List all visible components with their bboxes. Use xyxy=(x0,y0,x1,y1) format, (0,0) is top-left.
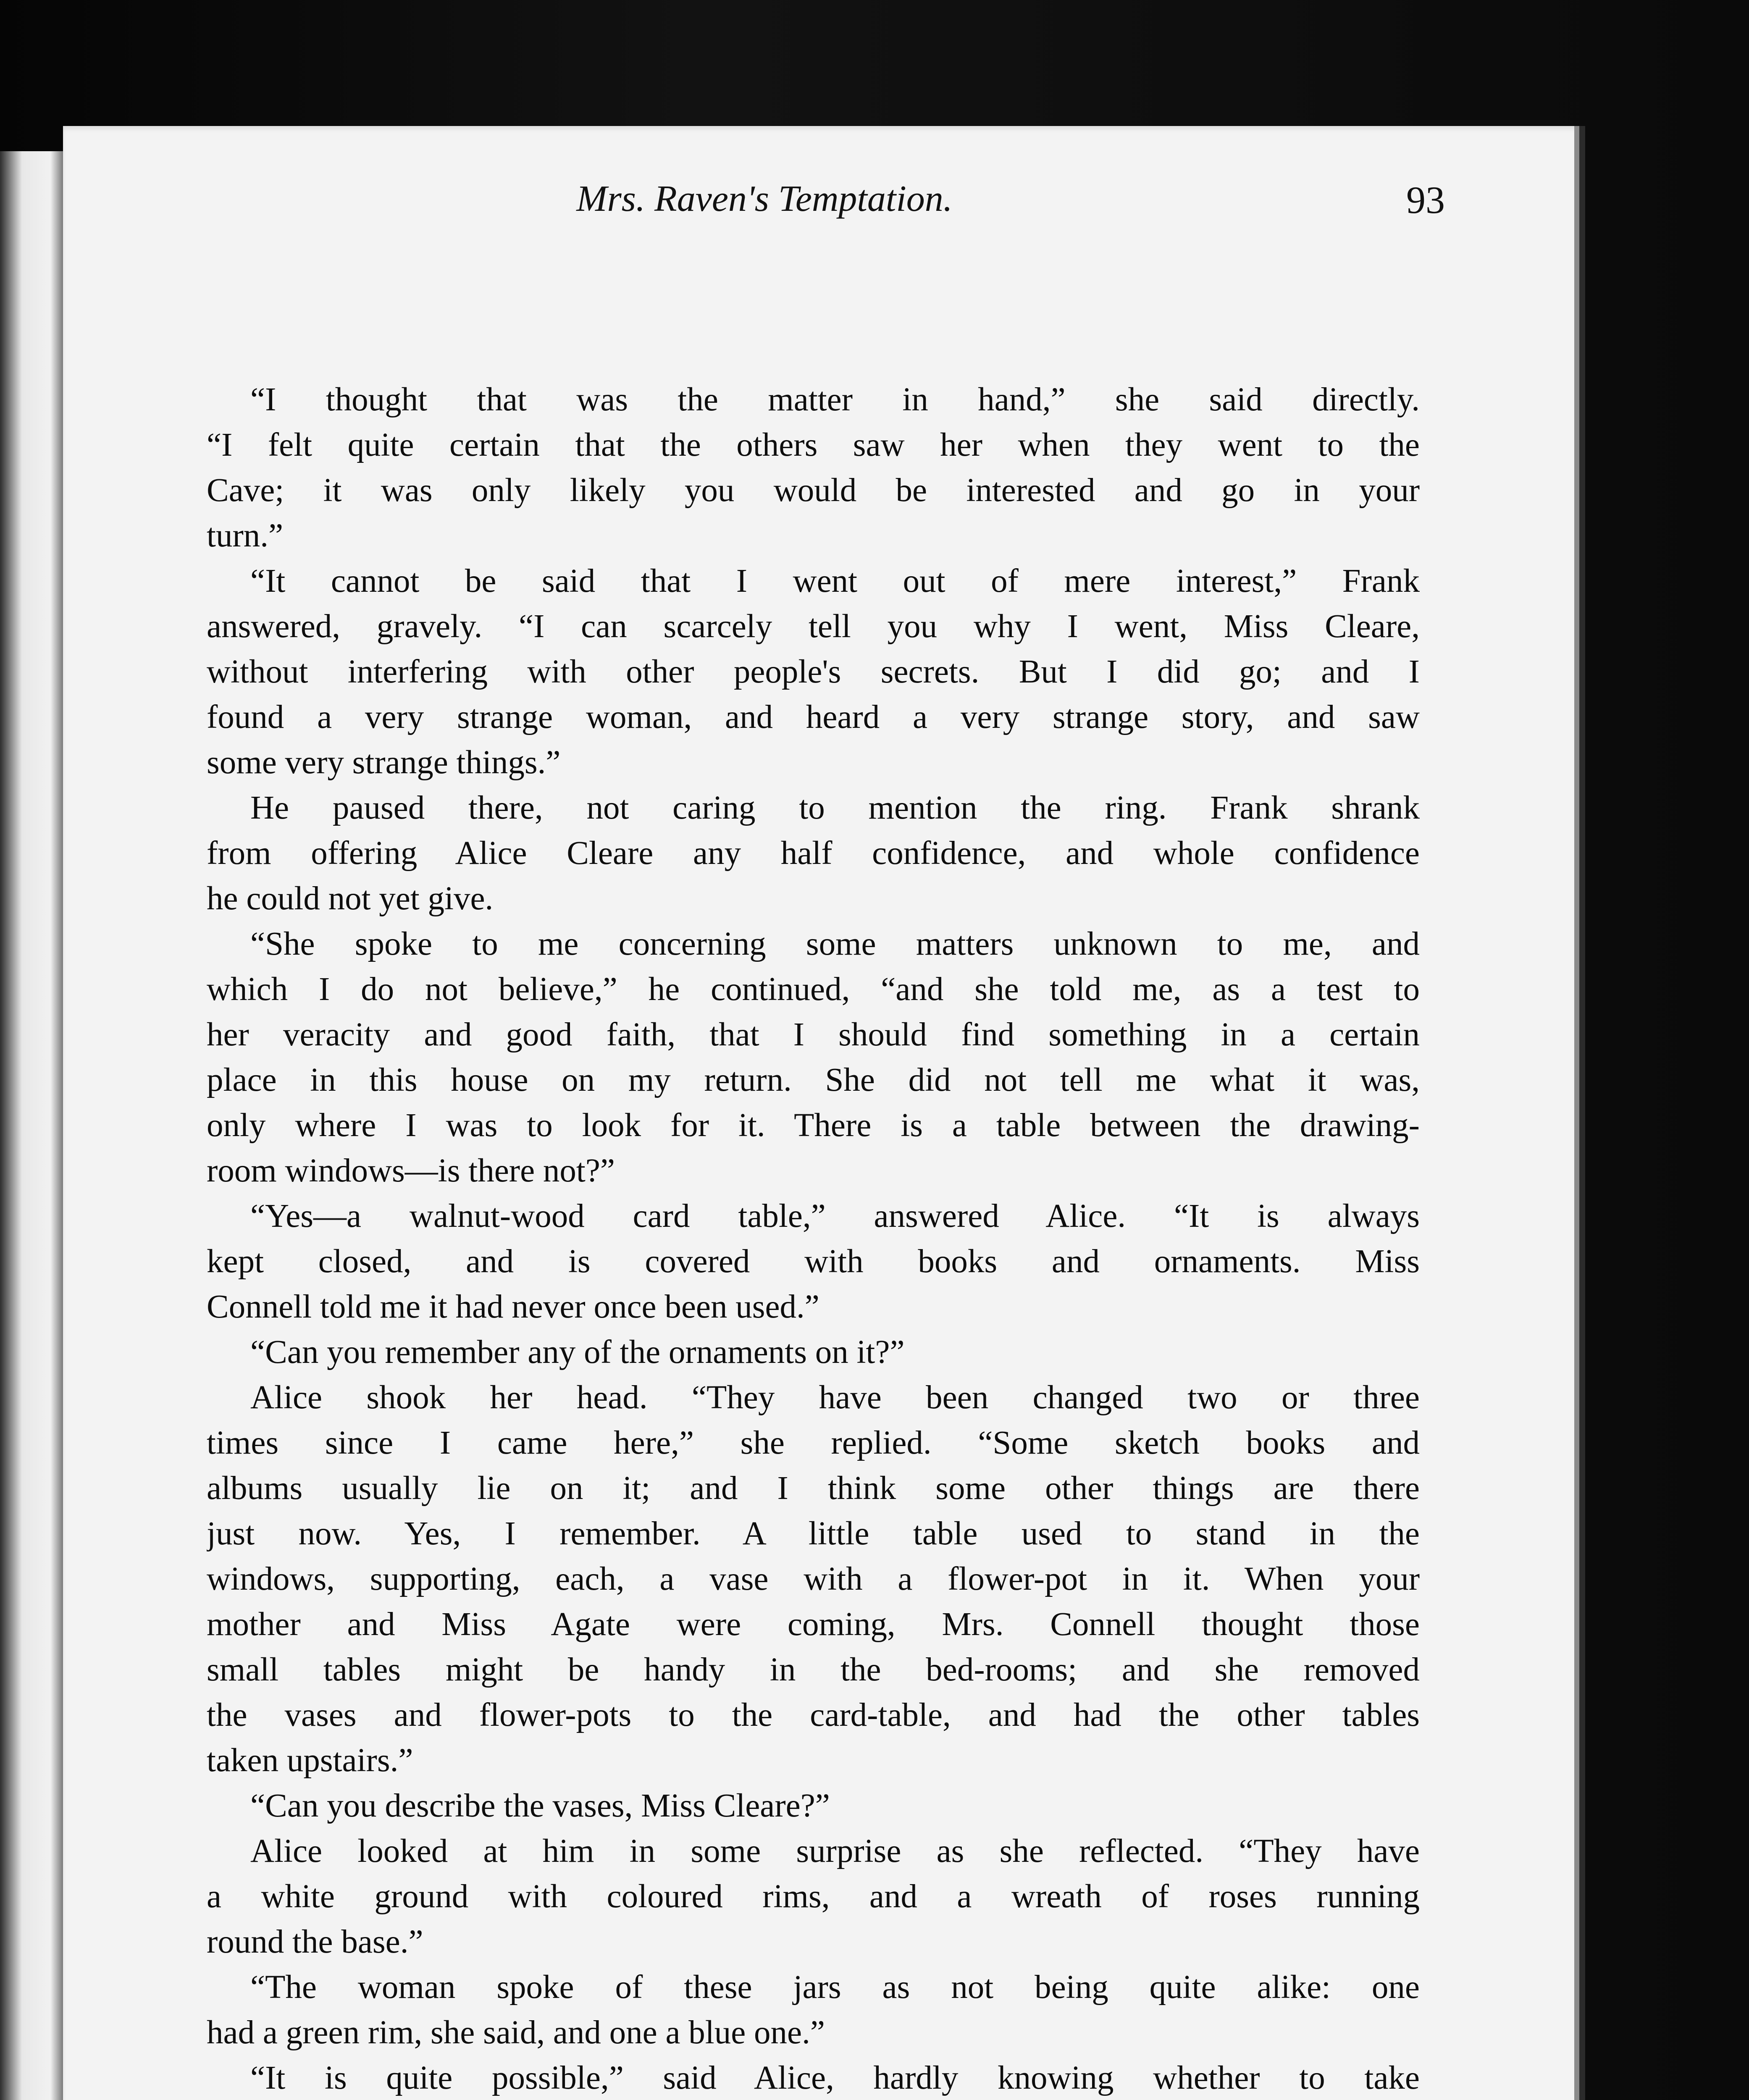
text-line: windows, supporting, each, a vase with a flower-pot in it. When your xyxy=(207,1561,1420,1597)
text-line: He paused there, not caring to mention the ring. Frank shrank xyxy=(250,790,1420,826)
text-line: “Can you remember any of the ornaments on it?” xyxy=(250,1334,905,1370)
text-line: albums usually lie on it; and I think some other things are there xyxy=(207,1470,1420,1507)
body-text xyxy=(207,377,1420,2100)
text-line: he could not yet give. xyxy=(207,880,494,917)
text-line: the vases and flower-pots to the card-table, and had the other tables xyxy=(207,1697,1420,1733)
text-line: which I do not believe,” he continued, “and she told me, as a test to xyxy=(207,971,1420,1008)
text-line: without interfering with other people's secrets. But I did go; and I xyxy=(207,654,1420,690)
text-line: Cave; it was only likely you would be interested and go in your xyxy=(207,472,1420,509)
text-line: Connell told me it had never once been used.” xyxy=(207,1289,819,1325)
text-line: Alice shook her head. “They have been changed two or three xyxy=(250,1379,1420,1416)
text-line: “Can you describe the vases, Miss Cleare?” xyxy=(250,1788,830,1824)
text-line: “The woman spoke of these jars as not being quite alike: one xyxy=(250,1969,1420,2006)
text-line: mother and Miss Agate were coming, Mrs. Connell thought those xyxy=(207,1606,1420,1643)
text-line: only where I was to look for it. There is a table between the drawing- xyxy=(207,1107,1420,1144)
text-line: turn.” xyxy=(207,517,284,554)
text-line: “It is quite possible,” said Alice, hardly knowing whether to take xyxy=(250,2060,1420,2096)
text-line: a white ground with coloured rims, and a wreath of roses running xyxy=(207,1878,1420,1915)
text-line: taken upstairs.” xyxy=(207,1742,413,1779)
left-page-edge xyxy=(0,151,67,2100)
text-line: had a green rim, she said, and one a blue one.” xyxy=(207,2014,825,2051)
text-line: from offering Alice Cleare any half confidence, and whole confidence xyxy=(207,835,1420,872)
text-line: “Yes—a walnut-wood card table,” answered Alice. “It is always xyxy=(250,1198,1420,1234)
text-line: just now. Yes, I remember. A little table used to stand in the xyxy=(207,1515,1420,1552)
text-line: some very strange things.” xyxy=(207,744,561,781)
text-line: place in this house on my return. She did not tell me what it was, xyxy=(207,1062,1420,1098)
text-line: “It cannot be said that I went out of mere interest,” Frank xyxy=(250,563,1420,599)
text-line: round the base.” xyxy=(207,1924,423,1960)
page-number: 93 xyxy=(1406,178,1445,221)
text-line: answered, gravely. “I can scarcely tell you why I went, Miss Cleare, xyxy=(207,608,1420,645)
text-line: “I felt quite certain that the others saw her when they went to the xyxy=(207,427,1420,463)
text-line: “I thought that was the matter in hand,” she said directly. xyxy=(250,381,1420,418)
text-line: found a very strange woman, and heard a very strange story, and saw xyxy=(207,699,1420,735)
running-head: Mrs. Raven's Temptation. xyxy=(576,178,953,219)
text-line: small tables might be handy in the bed-rooms; and she removed xyxy=(207,1651,1420,1688)
text-line: room windows—is there not?” xyxy=(207,1152,615,1189)
text-line: Alice looked at him in some surprise as she reflected. “They have xyxy=(250,1833,1420,1869)
text-line: her veracity and good faith, that I should find something in a certain xyxy=(207,1016,1420,1053)
text-line: “She spoke to me concerning some matters unknown to me, and xyxy=(250,926,1420,962)
text-line: kept closed, and is covered with books and ornaments. Miss xyxy=(207,1243,1420,1280)
text-line: times since I came here,” she replied. “Some sketch books and xyxy=(207,1425,1420,1461)
